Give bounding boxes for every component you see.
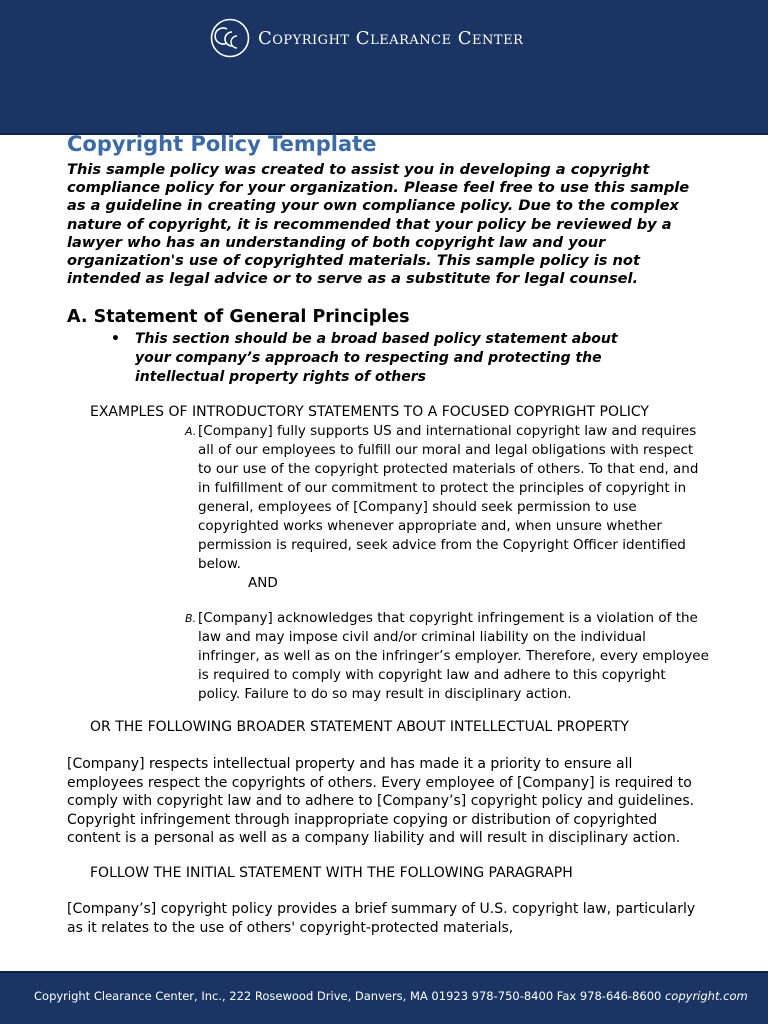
company-logo bbox=[210, 18, 523, 58]
example-b-text: [Company] acknowledges that copyright infringement is a violation of the law and may impose civil and/or criminal liability on the individual infringer, as well as on the infringer’s employer. Therefore, every employee is required to comply with copyright law and adhere to this copyright policy. Failure to do so may result in disciplinary action. bbox=[198, 610, 709, 703]
section-a-bullet bbox=[111, 330, 641, 387]
letterhead-footer bbox=[0, 971, 768, 1024]
document-title: Copyright Policy Template bbox=[67, 132, 377, 156]
and-connector: AND bbox=[248, 575, 278, 592]
broader-statement-paragraph: [Company] respects intellectual property and has made it a priority to ensure all employees respect the copyrights of others. Every employee of [Company] is required to comply with copyright law and to adhere to [Company’s] copyright policy and guidelines. Copyright infringement through inappropriate copying or distribution of copyrighted content is a personal as well as a company liability and will result in disciplinary action. bbox=[67, 756, 695, 847]
broader-statement-heading: OR THE FOLLOWING BROADER STATEMENT ABOUT INTELLECTUAL PROPERTY bbox=[90, 719, 629, 736]
section-a-heading: A. Statement of General Principles bbox=[67, 307, 410, 328]
footer-website: copyright.com bbox=[664, 989, 748, 1003]
follow-heading: FOLLOW THE INITIAL STATEMENT WITH THE FOLLOWING PARAGRAPH bbox=[90, 865, 573, 882]
example-b-letter: B. bbox=[185, 612, 197, 626]
bullet-text: This section should be a broad based policy statement about your company’s approach to respecting and protecting the intellectual property rights of others bbox=[135, 331, 618, 386]
example-a-letter: A. bbox=[185, 425, 197, 439]
follow-paragraph: [Company’s] copyright policy provides a brief summary of U.S. copyright law, particularly as it relates to the use of others' copyright-protected materials, bbox=[67, 901, 696, 936]
ccc-monogram-icon bbox=[210, 18, 250, 58]
bullet-point: • bbox=[111, 331, 120, 348]
footer-contact bbox=[34, 989, 748, 1003]
footer-address: Copyright Clearance Center, Inc., 222 Rosewood Drive, Danvers, MA 01923 978-750-8400 Fax 978-646-8600 bbox=[34, 989, 662, 1003]
intro-paragraph: This sample policy was created to assist you in developing a copyright compliance policy for your organization. Please feel free to use this sample as a guideline in creating your own compliance policy. Due to the complex nature of copyright, it is recommended that your policy be reviewed by a lawyer who has an understanding of both copyright law and your organization's use of copyrighted materials. This sample policy is not intended as legal advice or to serve as a substitute for legal counsel. bbox=[67, 161, 690, 288]
document-body bbox=[67, 130, 707, 937]
letterhead-banner bbox=[0, 0, 768, 135]
example-b bbox=[185, 609, 710, 704]
company-name: Copyright Clearance Center bbox=[258, 27, 524, 49]
example-a bbox=[185, 422, 710, 574]
examples-heading: EXAMPLES OF INTRODUCTORY STATEMENTS TO A FOCUSED COPYRIGHT POLICY bbox=[90, 404, 649, 421]
example-a-text: [Company] fully supports US and international copyright law and requires all of our employees to fulfill our moral and legal obligations with respect to our use of the copyright protected materials of others. To that end, and in fulfillment of our commitment to protect the principles of copyright in general, employees of [Company] should seek permission to use copyrighted works whenever appropriate and, when unsure whether permission is required, seek advice from the Copyright Officer identified below. bbox=[198, 423, 699, 573]
